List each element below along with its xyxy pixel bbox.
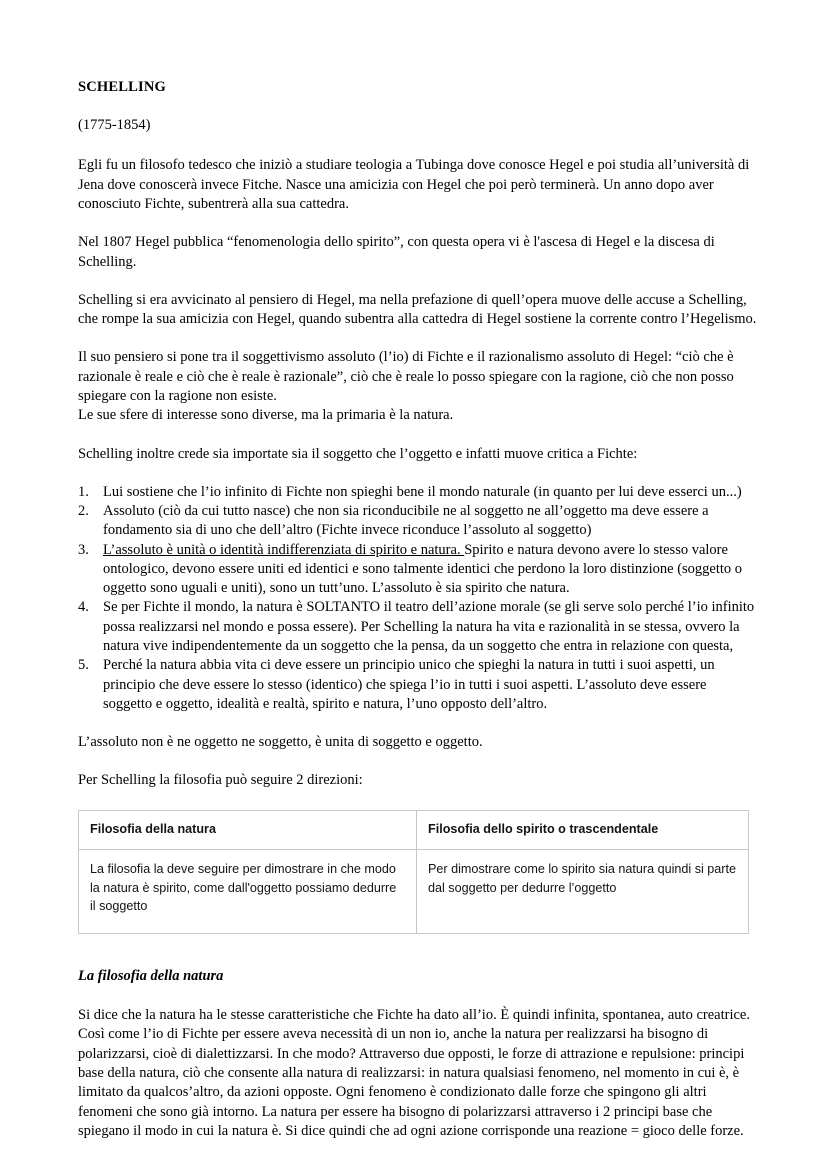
list-item-text: Lui sostiene che l’io infinito di Fichte non spieghi bene il mondo naturale (in quanto per lui deve esserci un...) bbox=[103, 483, 742, 500]
section-heading-filosofia-natura: La filosofia della natura bbox=[78, 968, 224, 985]
list-item-text: Assoluto (ciò da cui tutto nasce) che non sia riconducibile ne al soggetto ne all’oggetto ma deve essere a fondamento sia di uno che dell’altro (Fichte invece riconduce l’assoluto al soggetto) bbox=[103, 503, 709, 539]
list-item bbox=[78, 598, 758, 656]
direzioni-table-wrapper bbox=[78, 810, 758, 935]
list-item bbox=[78, 483, 758, 502]
paragraph-sfere-interesse: Le sue sfere di interesse sono diverse, ma la primaria è la natura. bbox=[78, 407, 454, 424]
table-cell-spirito-desc: Per dimostrare come lo spirito sia natura quindi si parte dal soggetto per dedurre l’oggetto bbox=[417, 849, 749, 934]
list-item-underlined-text: L’assoluto è unità o identità indifferenziata di spirito e natura. bbox=[103, 541, 465, 558]
paragraph-biography: Egli fu un filosofo tedesco che iniziò a studiare teologia a Tubinga dove conosce Hegel e poi studia all’università di Jena dove conoscerà invece Fitche. Nasce una amicizia con Hegel che poi però terminerà. Un anno dopo aver conosciuto Fichte, subentrerà alla sua cattedra. bbox=[78, 157, 750, 212]
table-header-row bbox=[79, 810, 749, 849]
paragraph-critica-intro: Schelling inoltre crede sia importate sia il soggetto che l’oggetto e infatti muove critica a Fichte: bbox=[78, 445, 638, 462]
direzioni-table bbox=[78, 810, 749, 935]
paragraph-rottura-amicizia: Schelling si era avvicinato al pensiero di Hegel, ma nella prefazione di quell’opera muove delle accuse a Schelling, che rompe la sua amicizia con Hegel, quando subentra alla cattedra di Hegel sostiene la corrente contro l’Hegelismo. bbox=[78, 291, 757, 328]
list-item bbox=[78, 656, 758, 714]
list-item bbox=[78, 502, 758, 541]
list-item-text: Se per Fichte il mondo, la natura è SOLTANTO il teatro dell’azione morale (se gli serve solo perché l’io infinito possa realizzarsi nel mondo e possa essere). Per Schelling la natura ha vita e razionalità in se stessa, ovvero la natura vive indipendentemente da un soggetto che la pensa, da un soggetto che entra in relazione con questa, bbox=[103, 599, 755, 655]
table-row bbox=[79, 849, 749, 934]
paragraph-assoluto-sintesi: L’assoluto non è ne oggetto ne soggetto, è unita di soggetto e oggetto. bbox=[78, 734, 483, 751]
page-title: SCHELLING bbox=[78, 79, 167, 95]
table-header-cell-spirito: Filosofia dello spirito o trascendentale bbox=[417, 810, 749, 849]
paragraph-direzioni-intro: Per Schelling la filosofia può seguire 2 direzioni: bbox=[78, 772, 363, 789]
paragraph-filosofia-natura-body: Si dice che la natura ha le stesse caratteristiche che Fichte ha dato all’io. È quindi infinita, spontanea, auto creatrice. Così come l’io di Fichte per essere aveva necessità di un non io, anche la natura per realizzarsi ha bisogno di polarizzarsi, cioè di dialettizzarsi. In che modo? Attraverso due opposti, le forze di attrazione e repulsione: principi base della natura, ciò che consente alla natura di realizzarsi: in natura qualsiasi fenomeno, nel momento in cui è, è limitato da qualcos’altro, da azioni opposte. Ogni fenomeno è condizionato dalle forze che spingono gli altri fenomeni che sono già intorno. La natura per essere ha bisogno di polarizzarsi attraverso i 2 principi base che spiegano il modo in cui la natura è. Si dice quindi che ad ogni azione corrisponde una reazione = gioco delle forze. bbox=[78, 1007, 750, 1139]
list-item-text: Perché la natura abbia vita ci deve essere un principio unico che spieghi la natura in tutti i suoi aspetti, un principio che deve essere lo stesso (identico) che spiega l’io in tutti i suoi aspetti. L’assoluto deve essere soggetto e oggetto, idealità e realtà, spirito e natura, l’uno opposto dell’altro. bbox=[103, 657, 715, 712]
list-item bbox=[78, 541, 758, 599]
critiche-list bbox=[78, 483, 758, 714]
paragraph-hegel-1807: Nel 1807 Hegel pubblica “fenomenologia dello spirito”, con questa opera vi è l'ascesa di Hegel e la discesa di Schelling. bbox=[78, 234, 715, 270]
table-cell-natura-desc: La filosofia la deve seguire per dimostrare in che modo la natura è spirito, come dall'oggetto possiamo dedurre il soggetto bbox=[79, 849, 417, 934]
list-item-text: Spirito e natura devono avere lo stesso valore ontologico, devono essere uniti ed identici e sono talmente identici che perdono la loro distinzione (soggetto o oggetto sono uguali e uniti), sono un tutt’uno. L’assoluto è sia spirito che natura. bbox=[103, 541, 743, 597]
paragraph-pensiero: Il suo pensiero si pone tra il soggettivismo assoluto (l’io) di Fichte e il razionalismo assoluto di Hegel: “ciò che è razionale è reale e ciò che è reale è razionale”, ciò che è reale lo posso spiegare con la ragione, ciò che non posso spiegare con la ragione non esiste. bbox=[78, 349, 734, 404]
table-header-cell-natura: Filosofia della natura bbox=[79, 810, 417, 849]
life-dates: (1775-1854) bbox=[78, 117, 151, 134]
